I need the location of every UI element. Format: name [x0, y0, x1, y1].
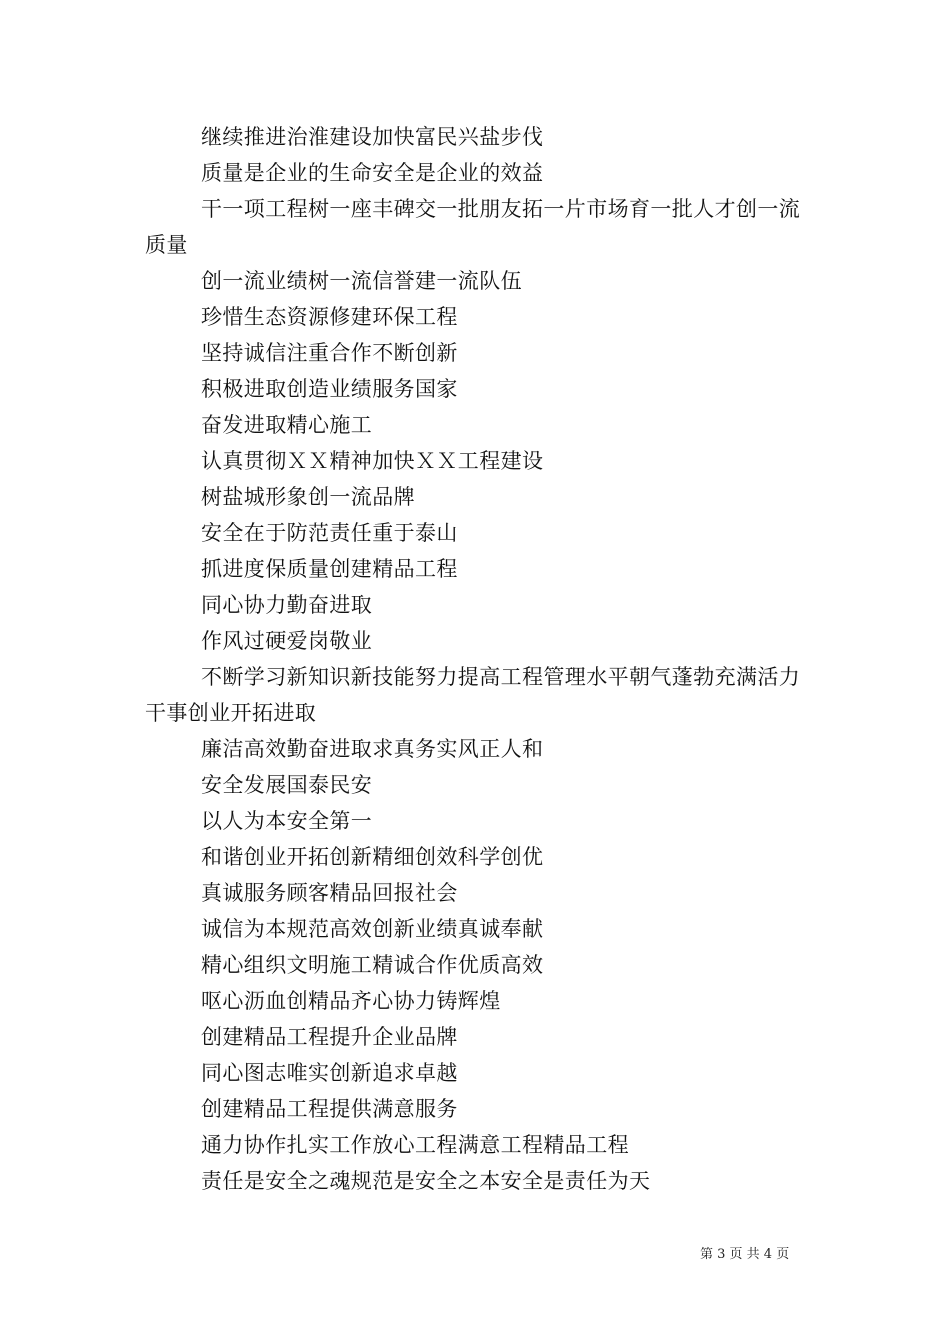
paragraph: 干一项工程树一座丰碑交一批朋友拓一片市场育一批人才创一流质量	[145, 197, 801, 257]
page-number-footer: 第 3 页 共 4 页	[700, 1247, 790, 1262]
paragraph: 积极进取创造业绩服务国家	[201, 377, 458, 401]
paragraph: 创建精品工程提供满意服务	[201, 1097, 458, 1121]
paragraph: 不断学习新知识新技能努力提高工程管理水平朝气蓬勃充满活力干事创业开拓进取	[145, 665, 801, 725]
paragraph: 坚持诚信注重合作不断创新	[201, 341, 458, 365]
paragraph: 安全在于防范责任重于泰山	[201, 521, 458, 545]
paragraph: 继续推进治淮建设加快富民兴盐步伐	[201, 125, 544, 149]
paragraph: 精心组织文明施工精诚合作优质高效	[201, 953, 544, 977]
paragraph: 抓进度保质量创建精品工程	[201, 557, 458, 581]
paragraph: 树盐城形象创一流品牌	[201, 485, 415, 509]
paragraph: 廉洁高效勤奋进取求真务实风正人和	[201, 737, 544, 761]
paragraph: 安全发展国泰民安	[201, 773, 373, 797]
paragraph: 创建精品工程提升企业品牌	[201, 1025, 458, 1049]
paragraph: 和谐创业开拓创新精细创效科学创优	[201, 845, 544, 869]
paragraph: 诚信为本规范高效创新业绩真诚奉献	[201, 917, 544, 941]
paragraph: 珍惜生态资源修建环保工程	[201, 305, 458, 329]
paragraph: 通力协作扎实工作放心工程满意工程精品工程	[201, 1133, 629, 1157]
document-body	[145, 119, 815, 1199]
paragraph: 同心协力勤奋进取	[201, 593, 373, 617]
paragraph: 质量是企业的生命安全是企业的效益	[201, 161, 544, 185]
paragraph: 认真贯彻ＸＸ精神加快ＸＸ工程建设	[201, 449, 544, 473]
paragraph: 真诚服务顾客精品回报社会	[201, 881, 458, 905]
paragraph: 奋发进取精心施工	[201, 413, 373, 437]
paragraph: 呕心沥血创精品齐心协力铸辉煌	[201, 989, 501, 1013]
paragraph: 以人为本安全第一	[201, 809, 373, 833]
paragraph: 创一流业绩树一流信誉建一流队伍	[201, 269, 522, 293]
paragraph: 同心图志唯实创新追求卓越	[201, 1061, 458, 1085]
paragraph: 作风过硬爱岗敬业	[201, 629, 373, 653]
paragraph: 责任是安全之魂规范是安全之本安全是责任为天	[201, 1169, 651, 1193]
